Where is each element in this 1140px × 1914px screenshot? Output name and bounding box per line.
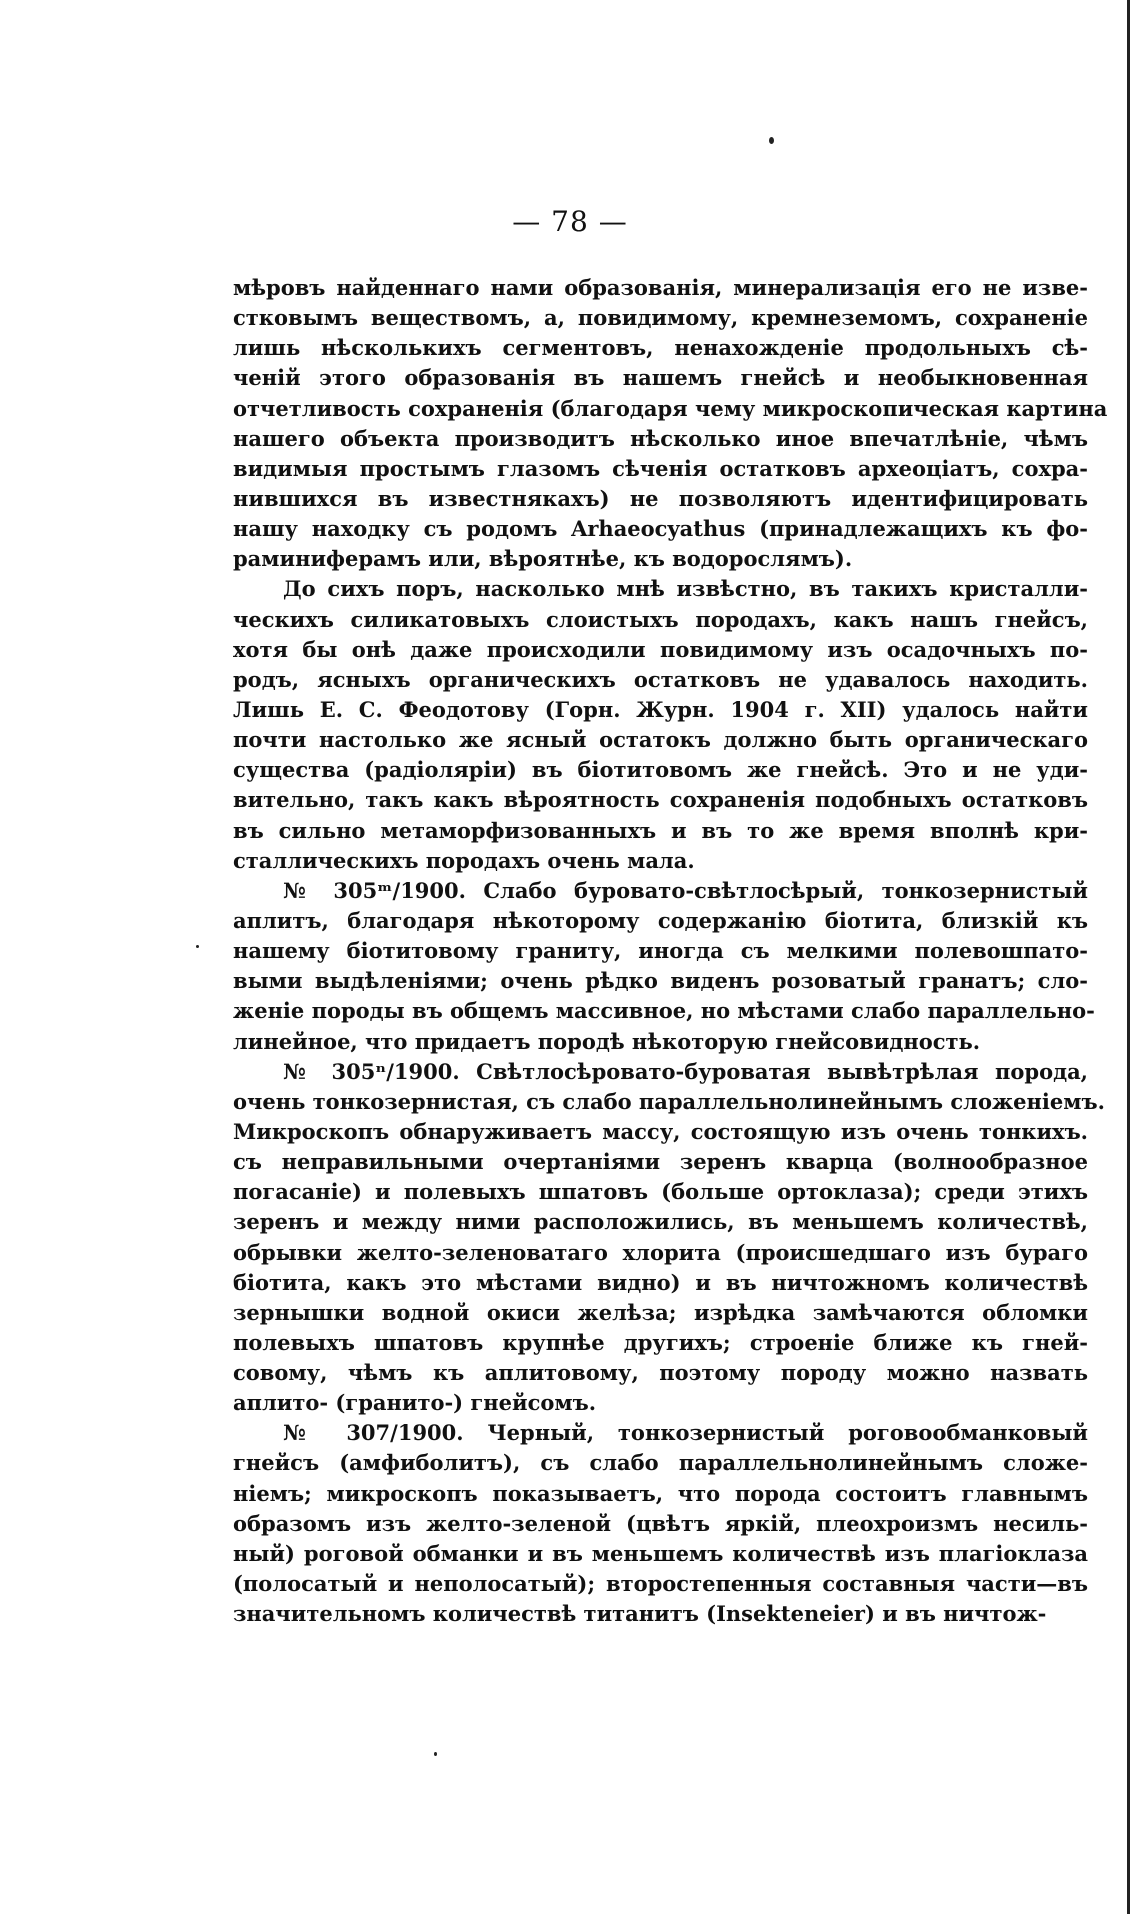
text-line: Лишь Е. С. Феодотову (Горн. Журн. 1904 г. XII) удалось найти <box>233 696 1088 722</box>
text-line: нившихся въ известнякахъ) не позволяютъ идентифицировать <box>233 485 1088 511</box>
text-line: ченій этого образованія въ нашемъ гнейсѣ и необыкновенная <box>233 365 1088 391</box>
ink-speck <box>196 945 199 948</box>
text-line: аплито- (гранито-) гнейсомъ. <box>233 1390 597 1416</box>
text-line: въ сильно метаморфизованныхъ и въ то же время вполнѣ кри- <box>233 817 1088 843</box>
text-line: существа (радіоляріи) въ біотитовомъ же гнейсѣ. Это и не уди- <box>233 757 1088 783</box>
text-line: біотита, какъ это мѣстами видно) и въ ничтожномъ количествѣ <box>233 1269 1088 1295</box>
text-line: совому, чѣмъ къ аплитовому, поэтому породу можно назвать <box>233 1360 1088 1386</box>
body-text <box>233 273 1108 1629</box>
text-line: сталлическихъ породахъ очень мала. <box>233 847 695 873</box>
text-line: лишь нѣсколькихъ сегментовъ, ненахожденіе продольныхъ сѣ- <box>233 335 1088 361</box>
text-line: родъ, ясныхъ органическихъ остатковъ не удавалось находить. <box>233 666 1088 692</box>
text-line: ный) роговой обманки и въ меньшемъ количествѣ изъ плагіоклаза <box>233 1540 1088 1566</box>
text-line: женіе породы въ общемъ массивное, но мѣстами слабо параллельно- <box>233 998 1095 1024</box>
text-line: погасаніе) и полевыхъ шпатовъ (больше ортоклаза); среди этихъ <box>233 1179 1088 1205</box>
paragraph <box>233 574 1088 875</box>
text-line: видимыя простымъ глазомъ сѣченія остатковъ археоціатъ, сохра- <box>233 455 1088 481</box>
text-line: (полосатый и неполосатый); второстепенныя составныя части—въ <box>233 1571 1088 1597</box>
ink-speck <box>769 137 774 144</box>
text-line: съ неправильными очертаніями зеренъ кварца (волнообразное <box>233 1149 1088 1175</box>
text-line: До сихъ поръ, насколько мнѣ извѣстно, въ такихъ кристалли- <box>283 576 1088 602</box>
text-line: хотя бы онѣ даже происходили повидимому изъ осадочныхъ по- <box>233 636 1088 662</box>
text-line: почти настолько же ясный остатокъ должно быть органическаго <box>233 727 1088 753</box>
text-line: стковымъ веществомъ, а, повидимому, кремнеземомъ, сохраненіе <box>233 305 1088 331</box>
text-line: полевыхъ шпатовъ крупнѣе другихъ; строеніе ближе къ гней- <box>233 1329 1088 1355</box>
text-line: № 307/1900. Черный, тонкозернистый роговообманковый <box>283 1420 1088 1446</box>
paragraph <box>233 876 1095 1057</box>
text-line: ческихъ силикатовыхъ слоистыхъ породахъ, какъ нашъ гнейсъ, <box>233 606 1088 632</box>
text-line: гнейсъ (амфиболитъ), съ слабо параллельнолинейнымъ сложе- <box>233 1450 1088 1476</box>
text-line: обрывки желто-зеленоватаго хлорита (происшедшаго изъ бураго <box>233 1239 1088 1265</box>
text-line: № 305ⁿ/1900. Свѣтлосѣровато-буроватая вывѣтрѣлая порода, <box>283 1058 1088 1084</box>
text-line: ніемъ; микроскопъ показываетъ, что порода состоитъ главнымъ <box>233 1480 1088 1506</box>
page-number: — 78 — <box>512 205 628 238</box>
text-line: отчетливость сохраненія (благодаря чему микроскопическая картина <box>233 395 1108 421</box>
text-line: вительно, такъ какъ вѣроятность сохраненія подобныхъ остатковъ <box>233 787 1088 813</box>
text-line: Микроскопъ обнаруживаетъ массу, состоящую изъ очень тонкихъ. <box>233 1118 1088 1144</box>
text-line: аплитъ, благодаря нѣкоторому содержанію біотита, близкій къ <box>233 907 1088 933</box>
text-line: образомъ изъ желто-зеленой (цвѣтъ яркій, плеохроизмъ несиль- <box>233 1510 1088 1536</box>
paragraph <box>233 1418 1088 1629</box>
text-line: раминиферамъ или, вѣроятнѣе, къ водорослямъ). <box>233 546 853 572</box>
text-line: линейное, что придаетъ породѣ нѣкоторую гнейсовидность. <box>233 1028 981 1054</box>
text-line: нашему біотитовому граниту, иногда съ мелкими полевошпато- <box>233 938 1088 964</box>
text-line: № 305ᵐ/1900. Слабо буровато-свѣтлосѣрый, тонкозернистый <box>283 877 1088 903</box>
text-line: нашу находку съ родомъ Arhaeocyathus (принадлежащихъ къ фо- <box>233 516 1088 542</box>
binding-edge <box>1127 0 1130 1914</box>
text-line: значительномъ количествѣ титанитъ (Insekteneier) и въ ничтож- <box>233 1601 1047 1627</box>
text-line: очень тонкозернистая, съ слабо параллельнолинейнымъ сложеніемъ. <box>233 1088 1105 1114</box>
paragraph <box>233 1057 1105 1419</box>
ink-speck <box>434 1752 437 1756</box>
text-line: мѣровъ найденнаго нами образованія, минерализація его не изве- <box>233 275 1088 300</box>
text-line: зеренъ и между ними расположились, въ меньшемъ количествѣ, <box>233 1209 1088 1235</box>
paragraph <box>233 273 1108 574</box>
text-line: зернышки водной окиси желѣза; изрѣдка замѣчаются обломки <box>233 1299 1088 1325</box>
text-line: выми выдѣленіями; очень рѣдко виденъ розоватый гранатъ; сло- <box>233 968 1088 994</box>
text-line: нашего объекта производитъ нѣсколько иное впечатлѣніе, чѣмъ <box>233 425 1088 451</box>
